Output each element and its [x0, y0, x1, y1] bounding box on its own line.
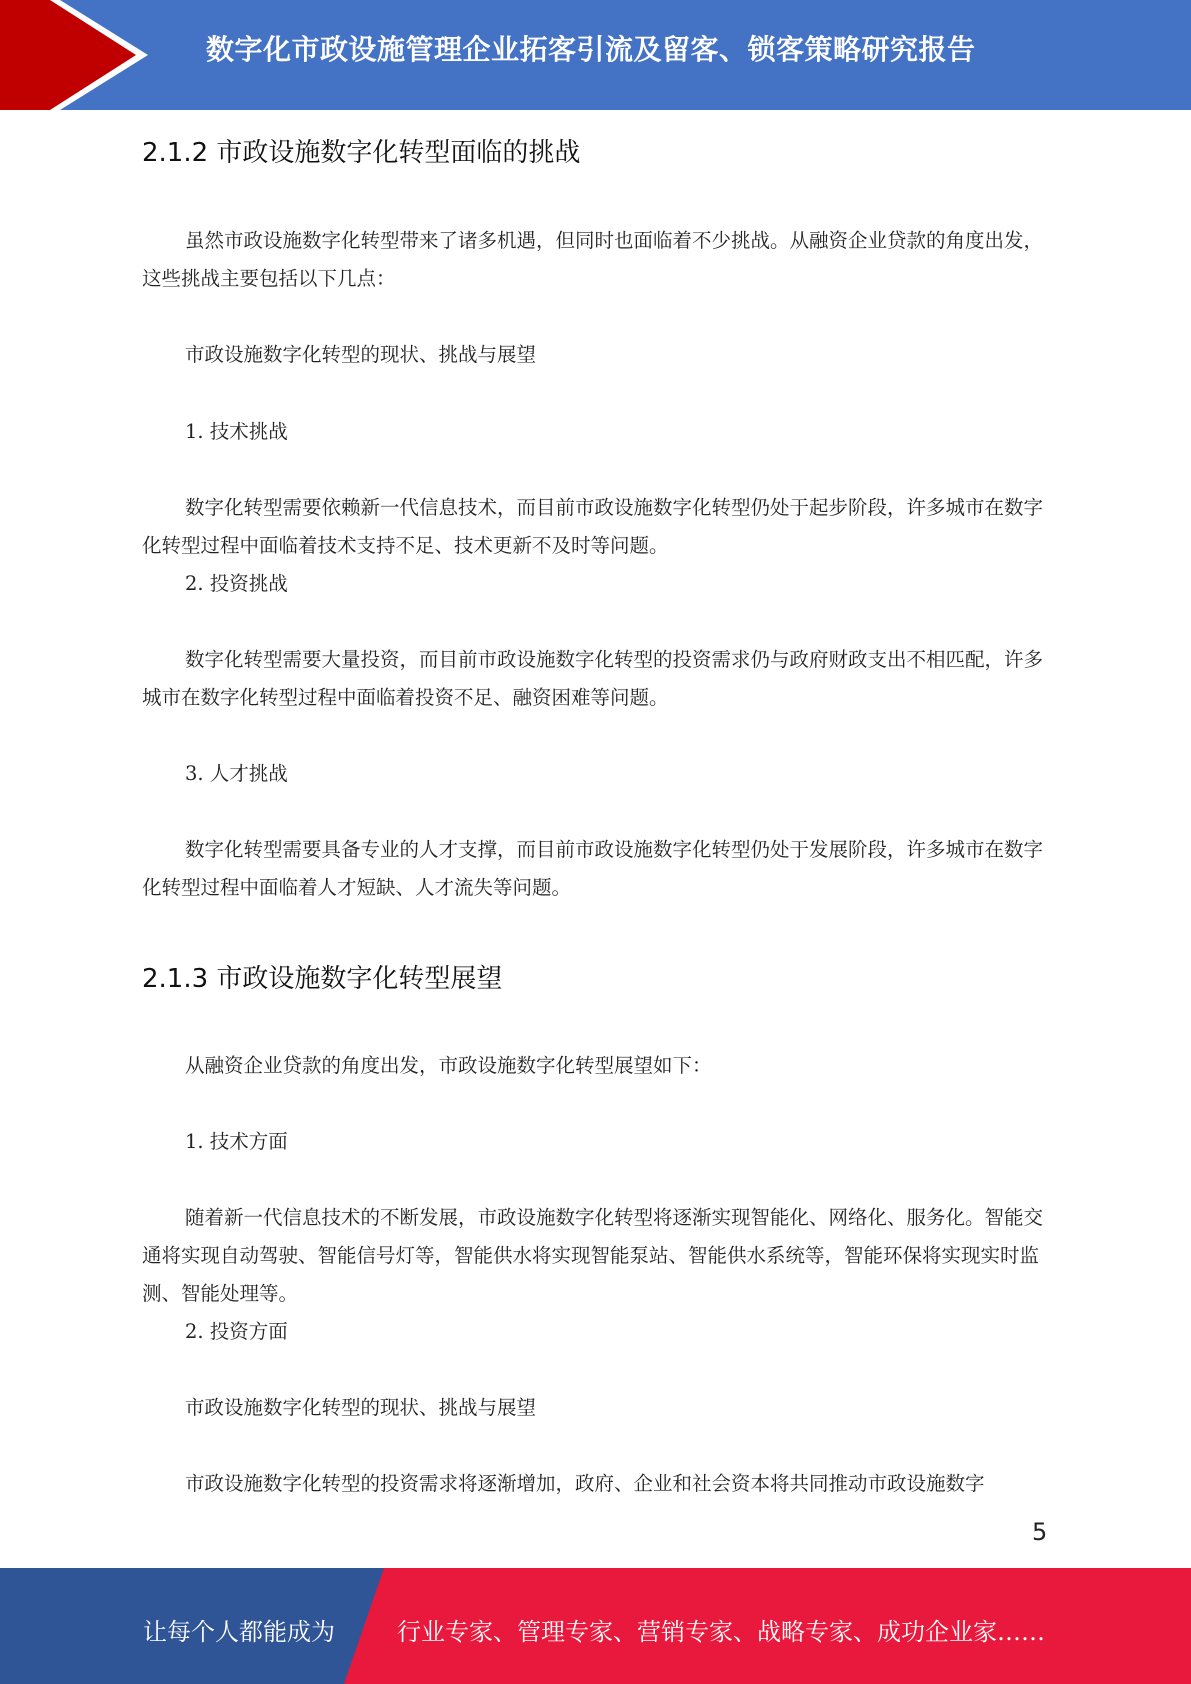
header-title: 数字化市政设施管理企业拓客引流及留客、锁客策略研究报告	[206, 33, 976, 66]
challenge-1-text: 数字化转型需要依赖新一代信息技术，而目前市政设施数字化转型仍处于起步阶段，许多城市在数字化转型过程中面临着技术支持不足、技术更新不及时等问题。	[142, 496, 1044, 557]
footer-slogan-right: 行业专家、管理专家、营销专家、战略专家、成功企业家……	[397, 1618, 1045, 1646]
section-title-2-1-2: 2.1.2 市政设施数字化转型面临的挑战	[142, 138, 581, 168]
outlook-2-label: 2. 投资方面	[185, 1320, 288, 1343]
outlook-1-text: 随着新一代信息技术的不断发展，市政设施数字化转型将逐渐实现智能化、网络化、服务化。智能交通将实现自动驾驶、智能信号灯等，智能供水将实现智能泵站、智能供水系统等，智能环保将实现实时监测、智能处理等。	[142, 1206, 1044, 1305]
challenge-3-label: 3. 人才挑战	[185, 762, 288, 785]
outlook-1-label: 1. 技术方面	[185, 1130, 288, 1153]
header-chevron-icon	[0, 0, 160, 110]
footer-slogan-left: 让每个人都能成为	[143, 1618, 335, 1646]
outlook-2-text: 市政设施数字化转型的投资需求将逐渐增加，政府、企业和社会资本将共同推动市政设施数字	[185, 1472, 985, 1495]
section-2-1-2-intro: 虽然市政设施数字化转型带来了诸多机遇，但同时也面临着不少挑战。从融资企业贷款的角度出发，这些挑战主要包括以下几点：	[142, 229, 1044, 290]
challenge-1-label: 1. 技术挑战	[185, 420, 288, 443]
challenge-2-text: 数字化转型需要大量投资，而目前市政设施数字化转型的投资需求仍与政府财政支出不相匹配，许多城市在数字化转型过程中面临着投资不足、融资困难等问题。	[142, 648, 1044, 709]
section-2-1-2-subtitle: 市政设施数字化转型的现状、挑战与展望	[185, 343, 537, 366]
page-footer	[0, 1568, 1191, 1684]
challenge-2-label: 2. 投资挑战	[185, 572, 288, 595]
page-number: 5	[1032, 1518, 1048, 1546]
challenge-3-text: 数字化转型需要具备专业的人才支撑，而目前市政设施数字化转型仍处于发展阶段，许多城市在数字化转型过程中面临着人才短缺、人才流失等问题。	[142, 838, 1044, 899]
section-2-1-3-intro: 从融资企业贷款的角度出发，市政设施数字化转型展望如下：	[185, 1054, 712, 1077]
page-header	[0, 0, 1191, 110]
section-2-1-3-subtitle: 市政设施数字化转型的现状、挑战与展望	[185, 1396, 537, 1419]
section-title-2-1-3: 2.1.3 市政设施数字化转型展望	[142, 964, 503, 994]
